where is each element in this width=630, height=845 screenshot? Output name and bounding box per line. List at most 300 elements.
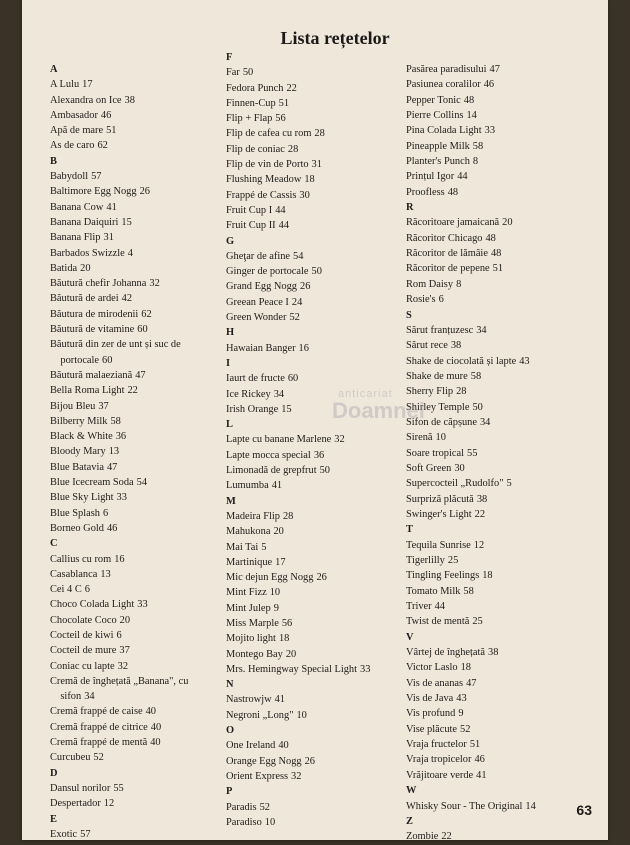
watermark-line-1: anticariat <box>338 388 393 400</box>
recipe-page: 44 <box>434 601 445 613</box>
recipe-page: 26 <box>300 281 311 293</box>
recipe-name: Vise plăcute <box>406 723 458 735</box>
section-letter: R <box>406 202 414 214</box>
recipe-name: Chocolate Coco <box>50 614 117 626</box>
recipe-entry <box>226 463 414 478</box>
recipe-entry <box>50 276 230 291</box>
recipe-name: Fruit Cup I <box>226 204 273 216</box>
recipe-name: Vis de Java <box>406 693 454 705</box>
recipe-entry <box>226 264 414 279</box>
recipe-entry <box>406 768 606 783</box>
recipe-entry <box>50 93 230 108</box>
recipe-name: Cocteil de kiwi <box>50 629 114 641</box>
recipe-page: 9 <box>458 708 464 720</box>
recipe-name: Răcoritor Chicago <box>406 232 483 244</box>
recipe-name: Vraja tropicelor <box>406 754 472 766</box>
recipe-name: Sherry Flip <box>406 386 454 398</box>
recipe-entry <box>226 754 414 769</box>
section-letter: D <box>50 767 58 779</box>
recipe-entry <box>50 322 230 337</box>
recipe-entry <box>226 585 414 600</box>
recipe-entry <box>406 829 606 844</box>
recipe-name: Zombie <box>406 831 439 843</box>
recipe-name: portocale <box>50 354 100 366</box>
recipe-page: 62 <box>97 140 108 152</box>
recipe-name: Fedora Punch <box>226 82 284 94</box>
recipe-name: Planter's Punch <box>406 156 470 168</box>
index-column-2 <box>226 50 414 830</box>
recipe-name: Pasărea paradisului <box>406 64 487 75</box>
recipe-entry <box>226 524 414 539</box>
section-letter: B <box>50 155 57 167</box>
recipe-name: Bloody Mary <box>50 446 106 458</box>
recipe-page: 10 <box>435 432 446 444</box>
recipe-entry <box>50 184 230 199</box>
recipe-entry <box>226 279 414 294</box>
recipe-name: Rosie's <box>406 294 436 306</box>
recipe-name: Blue Batavia <box>50 461 104 473</box>
recipe-entry <box>406 614 606 629</box>
recipe-page: 47 <box>466 677 477 689</box>
recipe-name: Pasiunea coralilor <box>406 79 481 91</box>
recipe-entry <box>226 157 414 172</box>
recipe-page: 33 <box>137 599 148 611</box>
recipe-name: Blue Splash <box>50 507 100 519</box>
recipe-name: Bijou Bleu <box>50 400 96 412</box>
recipe-name: Shake de ciocolată și lapte <box>406 355 517 367</box>
recipe-page: 15 <box>121 216 132 228</box>
recipe-page: 48 <box>447 186 459 198</box>
recipe-page: 13 <box>100 568 111 580</box>
recipe-page: 18 <box>482 570 493 582</box>
recipe-page: 18 <box>460 662 471 674</box>
recipe-entry <box>50 475 230 490</box>
recipe-page: 28 <box>456 386 467 398</box>
recipe-name: Greean Peace I <box>226 296 289 308</box>
recipe-page: 31 <box>103 232 114 244</box>
recipe-entry <box>50 261 230 276</box>
recipe-page: 10 <box>269 587 281 599</box>
recipe-entry <box>406 77 606 92</box>
recipe-page: 38 <box>488 647 499 659</box>
section-letter: Z <box>406 815 413 827</box>
recipe-page: 38 <box>124 94 135 106</box>
section-letter: A <box>50 64 58 75</box>
recipe-entry <box>406 169 606 184</box>
recipe-page: 46 <box>474 754 485 766</box>
recipe-page: 41 <box>476 769 487 781</box>
recipe-page: 55 <box>113 782 124 794</box>
recipe-name: Mint Julep <box>226 602 271 614</box>
recipe-page: 17 <box>275 556 286 568</box>
recipe-name: Prințul Igor <box>406 171 455 183</box>
recipe-page: 47 <box>135 369 146 381</box>
recipe-page: 51 <box>492 263 504 275</box>
recipe-page: 56 <box>275 113 286 125</box>
recipe-name: Flushing Meadow <box>226 174 302 186</box>
recipe-page: 20 <box>80 262 91 274</box>
recipe-name: Madeira Flip <box>226 510 280 522</box>
recipe-page: 37 <box>119 645 130 657</box>
recipe-entry <box>226 555 414 570</box>
recipe-page: 46 <box>100 109 112 121</box>
recipe-name: Triver <box>406 601 432 613</box>
recipe-page: 22 <box>286 82 297 94</box>
recipe-page: 20 <box>285 648 297 660</box>
recipe-page: 36 <box>115 431 127 443</box>
recipe-name: Batida <box>50 262 78 274</box>
recipe-page: 6 <box>102 507 109 519</box>
recipe-page: 18 <box>304 174 315 186</box>
recipe-name: Apă de mare <box>50 125 104 137</box>
recipe-entry <box>406 231 606 246</box>
section-letter: G <box>226 235 235 247</box>
recipe-entry <box>226 172 414 187</box>
recipe-entry <box>226 432 414 447</box>
recipe-entry <box>50 307 230 322</box>
recipe-page: 20 <box>273 526 284 538</box>
section-letter: C <box>50 538 58 550</box>
recipe-page: 32 <box>149 278 160 290</box>
recipe-name: Swinger's Light <box>406 508 472 520</box>
recipe-name: Green Wonder <box>226 312 287 324</box>
section-letter: T <box>406 524 413 536</box>
recipe-page: 22 <box>474 508 486 520</box>
recipe-page: 6 <box>84 584 90 596</box>
recipe-page: 57 <box>80 828 91 840</box>
recipe-page: 10 <box>296 709 307 721</box>
recipe-entry <box>406 446 606 461</box>
recipe-page: 58 <box>472 140 484 152</box>
recipe-name: Grand Egg Nogg <box>226 281 297 293</box>
recipe-entry <box>226 662 414 677</box>
recipe-name: Rom Daisy <box>406 278 454 290</box>
recipe-page: 25 <box>472 616 483 628</box>
recipe-name: Orient Express <box>226 770 289 782</box>
watermark <box>292 388 425 424</box>
recipe-name: Răcoritor de pepene <box>406 263 490 275</box>
recipe-entry <box>406 722 606 737</box>
recipe-page: 58 <box>470 370 482 382</box>
recipe-page: 13 <box>108 446 120 458</box>
recipe-name: Orange Egg Nogg <box>226 755 302 767</box>
recipe-page: 14 <box>525 800 536 812</box>
recipe-page: 12 <box>473 539 485 551</box>
recipe-page: 41 <box>274 694 285 706</box>
recipe-entry <box>50 230 230 245</box>
recipe-name: Pepper Tonic <box>406 94 461 106</box>
recipe-page: 30 <box>299 189 310 201</box>
recipe-page: 32 <box>117 660 129 672</box>
recipe-page: 58 <box>110 415 121 427</box>
recipe-entry <box>50 215 230 230</box>
recipe-entry <box>406 507 606 522</box>
section-letter: H <box>226 327 235 339</box>
recipe-page: 52 <box>460 723 471 735</box>
recipe-entry <box>226 218 414 233</box>
recipe-name: Alexandra on Ice <box>50 94 122 106</box>
recipe-entry <box>406 369 606 384</box>
recipe-name: Vis de ananas <box>406 677 464 689</box>
recipe-entry <box>226 96 414 111</box>
recipe-entry <box>50 643 230 658</box>
section-letter: O <box>226 725 235 737</box>
recipe-name: Băutură din zer de unt și suc de <box>50 339 181 351</box>
recipe-page: 5 <box>261 541 267 553</box>
recipe-entry <box>226 111 414 126</box>
recipe-entry <box>406 538 606 553</box>
recipe-name: Blue Sky Light <box>50 492 114 504</box>
recipe-entry <box>406 415 606 430</box>
recipe-entry <box>226 815 414 830</box>
recipe-entry <box>50 414 230 429</box>
recipe-name: Flip de vin de Porto <box>226 159 309 171</box>
recipe-name: Sărut rece <box>406 340 448 352</box>
recipe-name: Exotic <box>50 828 78 840</box>
recipe-name: Bilberry Milk <box>50 415 108 427</box>
recipe-name: Shirley Temple <box>406 401 470 413</box>
recipe-name: Frappé de Cassis <box>226 189 297 201</box>
recipe-name: Flip + Flap <box>226 113 273 125</box>
recipe-entry <box>226 126 414 141</box>
recipe-name: Surpriză plăcută <box>406 493 474 505</box>
recipe-entry <box>406 277 606 292</box>
recipe-entry <box>406 108 606 123</box>
recipe-entry <box>50 291 230 306</box>
book-page <box>22 0 608 843</box>
recipe-page: 26 <box>316 572 327 584</box>
recipe-name: As de caro <box>50 140 95 152</box>
recipe-entry <box>50 720 230 735</box>
recipe-entry <box>226 647 414 662</box>
recipe-page: 44 <box>278 220 290 232</box>
recipe-entry <box>50 613 230 628</box>
recipe-name: Martinique <box>226 556 273 568</box>
recipe-page: 55 <box>467 447 478 459</box>
recipe-entry <box>50 552 230 567</box>
recipe-name: Far <box>226 67 240 79</box>
recipe-entry <box>50 169 230 184</box>
recipe-page: 47 <box>106 461 118 473</box>
recipe-page: 38 <box>476 493 488 505</box>
recipe-page: 48 <box>463 94 475 106</box>
recipe-page: 47 <box>489 64 500 75</box>
recipe-entry <box>50 689 230 704</box>
recipe-entry <box>50 337 230 352</box>
recipe-name: Sirenă <box>406 432 433 444</box>
recipe-name: Paradiso <box>226 816 262 828</box>
recipe-entry <box>50 781 230 796</box>
page-title: Lista rețetelor <box>280 28 390 48</box>
recipe-entry <box>226 540 414 555</box>
section-letter: F <box>226 52 233 63</box>
recipe-name: Whisky Sour - The Original <box>406 800 523 812</box>
recipe-name: Flip de coniac <box>226 143 285 155</box>
recipe-entry <box>226 295 414 310</box>
section-letter: W <box>406 785 417 797</box>
recipe-entry <box>406 323 606 338</box>
recipe-name: Băutură chefir Johanna <box>50 278 147 290</box>
recipe-page: 20 <box>119 614 131 626</box>
recipe-name: Cei 4 C <box>50 584 82 596</box>
recipe-name: Casablanca <box>50 568 98 580</box>
recipe-name: Limonadă de grepfrut <box>226 465 317 477</box>
recipe-page: 5 <box>506 478 512 490</box>
recipe-name: Proofless <box>406 186 445 198</box>
recipe-name: Soft Green <box>406 462 452 474</box>
recipe-page: 28 <box>314 128 325 140</box>
recipe-name: Barbados Swizzle <box>50 247 125 259</box>
recipe-page: 48 <box>490 248 502 260</box>
recipe-entry <box>50 383 230 398</box>
recipe-entry <box>226 448 414 463</box>
recipe-entry <box>406 354 606 369</box>
recipe-entry <box>50 200 230 215</box>
recipe-name: Hawaian Banger <box>226 342 296 354</box>
recipe-entry <box>50 506 230 521</box>
recipe-name: Banana Flip <box>50 232 101 244</box>
recipe-entry <box>50 567 230 582</box>
recipe-entry <box>50 138 230 153</box>
recipe-name: Bella Roma Light <box>50 385 125 397</box>
recipe-entry <box>50 659 230 674</box>
recipe-name: Sărut franțuzesc <box>406 324 474 336</box>
recipe-page: 56 <box>281 617 293 629</box>
recipe-entry <box>50 750 230 765</box>
recipe-page: 28 <box>287 143 299 155</box>
recipe-entry <box>406 584 606 599</box>
recipe-name: Curcubeu <box>50 752 91 764</box>
recipe-entry <box>50 674 230 689</box>
recipe-name: Banana Daiquiri <box>50 216 119 228</box>
recipe-page: 62 <box>141 308 152 320</box>
section-letter: N <box>226 679 234 691</box>
recipe-entry <box>50 444 230 459</box>
recipe-entry <box>226 203 414 218</box>
recipe-name: Mic dejun Egg Nogg <box>226 572 314 584</box>
recipe-name: Miss Marple <box>226 617 279 629</box>
recipe-page: 43 <box>519 355 530 367</box>
recipe-page: 31 <box>311 159 322 171</box>
recipe-page: 26 <box>304 755 315 767</box>
recipe-page: 28 <box>282 510 294 522</box>
recipe-entry <box>50 108 230 123</box>
recipe-name: Baltimore Egg Nogg <box>50 186 137 198</box>
recipe-name: Despertador <box>50 798 101 810</box>
recipe-name: Finnen-Cup <box>226 97 276 109</box>
recipe-entry <box>50 521 230 536</box>
recipe-page: 52 <box>93 752 104 764</box>
recipe-entry <box>50 460 230 475</box>
recipe-name: Lapte mocca special <box>226 449 311 461</box>
recipe-name: Băutura de mirodenii <box>50 308 139 320</box>
recipe-entry <box>226 142 414 157</box>
recipe-name: Babydoll <box>50 171 89 183</box>
recipe-page: 44 <box>275 204 286 216</box>
recipe-name: Cremă de înghețată „Banana", cu <box>50 675 189 687</box>
recipe-entry <box>406 246 606 261</box>
recipe-entry <box>406 492 606 507</box>
recipe-entry <box>226 738 414 753</box>
recipe-page: 16 <box>298 342 309 354</box>
recipe-entry <box>406 93 606 108</box>
recipe-name: Mai Tai <box>226 541 259 553</box>
recipe-name: Sifon de căpșune <box>406 416 477 428</box>
recipe-page: 52 <box>259 801 270 813</box>
recipe-name: Vraja fructelor <box>406 739 467 751</box>
recipe-entry <box>406 215 606 230</box>
recipe-name: Vârtej de înghețată <box>406 647 486 659</box>
recipe-entry <box>406 384 606 399</box>
recipe-page: 40 <box>150 721 162 733</box>
recipe-name: One Ireland <box>226 740 276 752</box>
recipe-page: 40 <box>278 740 289 752</box>
recipe-name: Coniac cu lapte <box>50 660 115 672</box>
recipe-entry <box>50 399 230 414</box>
recipe-name: Fruit Cup II <box>226 220 276 232</box>
recipe-name: Tequila Sunrise <box>406 539 471 551</box>
recipe-entry <box>226 188 414 203</box>
recipe-entry <box>50 796 230 811</box>
recipe-name: Gheţar de afine <box>226 250 291 262</box>
recipe-page: 25 <box>447 555 459 566</box>
recipe-page: 32 <box>291 770 302 782</box>
recipe-entry <box>406 123 606 138</box>
recipe-name: sifon <box>50 691 82 703</box>
watermark-line-2: Doamnei <box>332 398 425 423</box>
recipe-page: 36 <box>313 449 325 461</box>
recipe-page: 50 <box>472 401 483 413</box>
recipe-name: Mrs. Hemingway Special Light <box>226 663 358 675</box>
recipe-page: 40 <box>150 737 161 749</box>
recipe-page: 41 <box>106 201 117 213</box>
recipe-entry <box>406 691 606 706</box>
recipe-name: Cremă frappé de citrice <box>50 721 148 733</box>
recipe-entry <box>50 368 230 383</box>
recipe-entry <box>406 139 606 154</box>
recipe-entry <box>406 338 606 353</box>
recipe-name: Choco Colada Light <box>50 599 135 611</box>
recipe-page: 16 <box>114 553 125 565</box>
recipe-page: 33 <box>484 125 496 137</box>
recipe-page: 52 <box>289 312 300 324</box>
recipe-page: 33 <box>360 663 371 675</box>
section-letter: E <box>50 813 57 825</box>
recipe-page: 8 <box>456 278 462 290</box>
section-letter: M <box>226 495 236 507</box>
recipe-page: 38 <box>450 340 462 352</box>
recipe-page: 26 <box>139 186 150 198</box>
recipe-name: Dansul norilor <box>50 782 111 794</box>
recipe-entry <box>50 353 230 368</box>
recipe-entry <box>226 631 414 646</box>
recipe-entry <box>226 616 414 631</box>
recipe-entry <box>226 310 414 325</box>
recipe-name: A Lulu <box>50 79 80 91</box>
recipe-entry <box>406 737 606 752</box>
recipe-entry <box>226 371 414 386</box>
index-column-1 <box>50 62 230 842</box>
recipe-page: 58 <box>463 585 474 597</box>
recipe-page: 54 <box>136 477 148 489</box>
recipe-page: 43 <box>456 693 467 705</box>
recipe-page: 9 <box>273 602 279 614</box>
recipe-name: Răcoritor de lămâie <box>406 248 488 260</box>
recipe-entry <box>406 553 606 568</box>
page-number: 63 <box>576 802 592 818</box>
recipe-entry <box>226 570 414 585</box>
recipe-entry <box>406 645 606 660</box>
